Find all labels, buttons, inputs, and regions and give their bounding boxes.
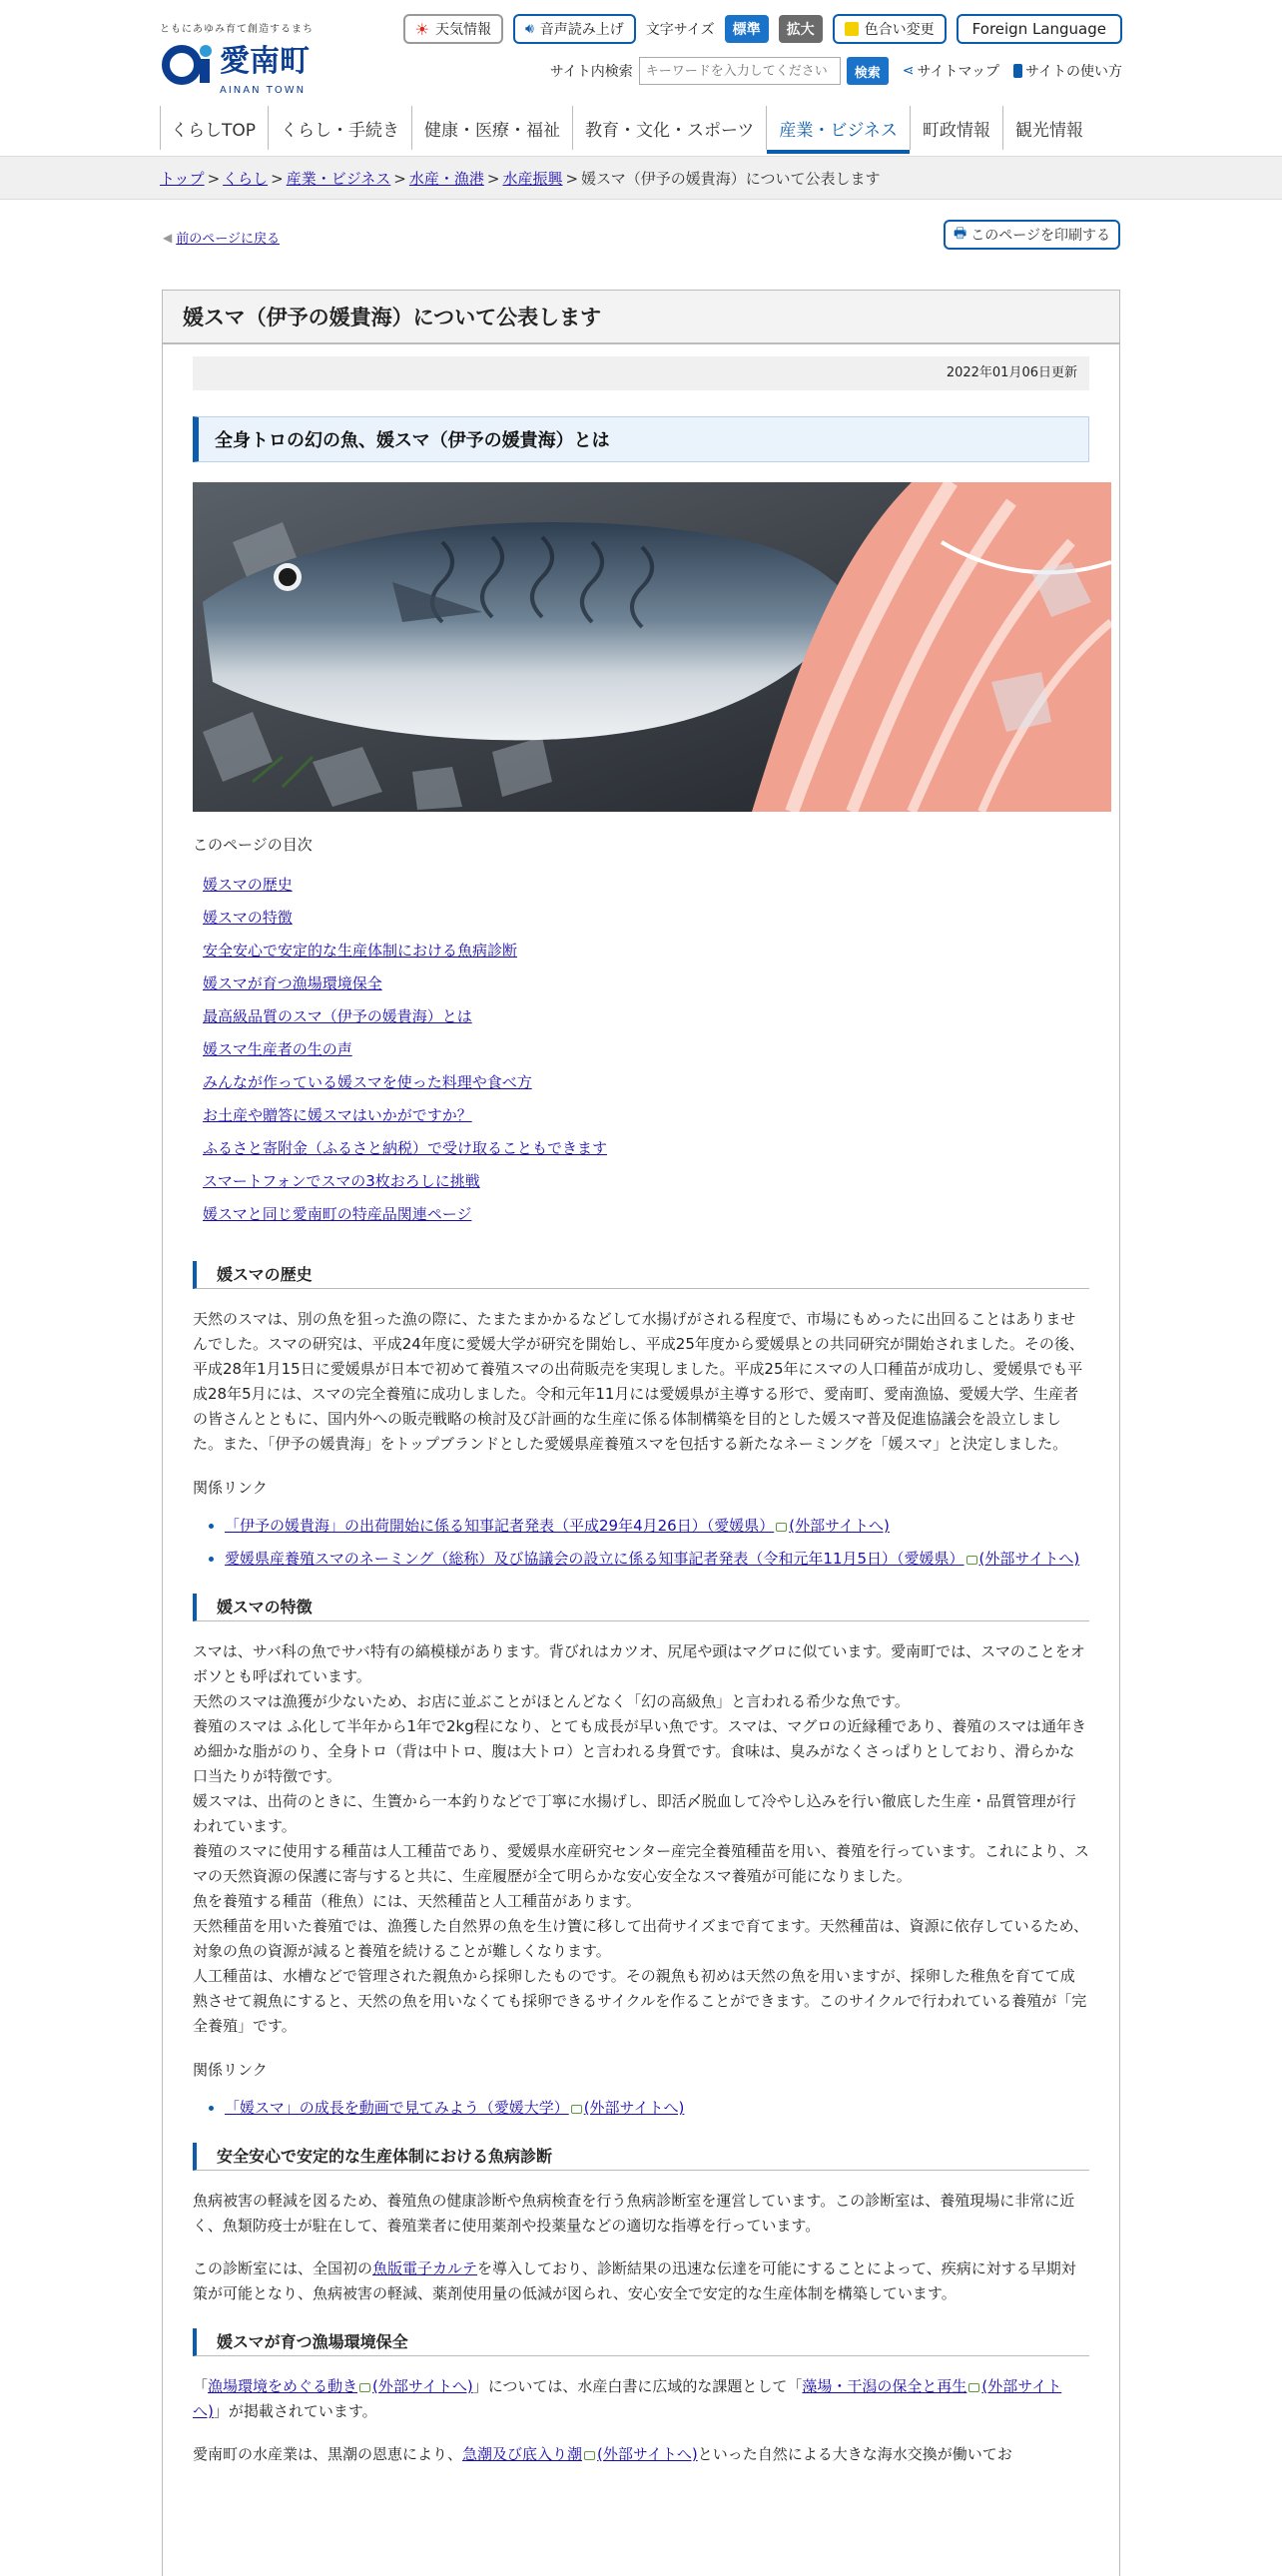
- search-button[interactable]: 検索: [847, 57, 889, 85]
- breadcrumb-link-kurashi[interactable]: くらし: [223, 170, 269, 188]
- hero-image-fish: [193, 482, 1111, 812]
- nav-item-education[interactable]: [572, 106, 766, 150]
- intro-heading: 全身トロの幻の魚、媛スマ（伊予の媛貴海）とは: [193, 416, 1089, 462]
- toc-link[interactable]: 安全安心で安定的な生産体制における魚病診断: [203, 942, 518, 960]
- section-heading-history: 媛スマの歴史: [193, 1261, 1089, 1289]
- external-link-icon: [571, 2105, 582, 2114]
- section-heading-environment: 媛スマが育つ漁場環境保全: [193, 2328, 1089, 2356]
- external-link-icon: [359, 2383, 370, 2392]
- disease-body-2-pre: この診断室には、全国初の: [193, 2259, 373, 2277]
- toc-item: [203, 1000, 1089, 1033]
- external-site-link[interactable]: (外部サイトへ): [789, 1517, 890, 1535]
- external-site-link[interactable]: (外部サイトへ): [583, 2099, 685, 2117]
- breadcrumb-link-industry[interactable]: 産業・ビジネス: [286, 170, 391, 188]
- disease-body-1: 魚病被害の軽減を図るため、養殖魚の健康診断や魚病検査を行う魚病診断室を運営しています。この診断室は、養殖現場に非常に近く、魚類防疫士が駐在して、養殖業者に使用薬剤や投薬量などの適切な指導を行っています。: [193, 2192, 1075, 2235]
- seaweed-tidal-link[interactable]: 藻場・干潟の保全と再生: [802, 2377, 967, 2395]
- environment-p2-pre: 愛南町の水産業は、黒潮の恩恵により、: [193, 2445, 463, 2463]
- external-link-icon: [584, 2451, 595, 2460]
- town-logo-mark: [160, 39, 216, 85]
- related-links-title: 関係リンク: [193, 2061, 268, 2079]
- font-size-large-button[interactable]: 拡大: [779, 15, 823, 43]
- site-search-label: サイト内検索: [549, 64, 633, 80]
- font-size-label: 文字サイズ: [645, 22, 715, 38]
- fishing-env-link[interactable]: 漁場環境をめぐる動き: [208, 2377, 358, 2395]
- search-input[interactable]: [639, 57, 841, 85]
- nav-label: 町政情報: [922, 120, 990, 141]
- toc-link[interactable]: 媛スマの歴史: [203, 876, 293, 894]
- fish-ehr-link[interactable]: 魚版電子カルテ: [372, 2259, 478, 2277]
- toc-link[interactable]: 媛スマ生産者の生の声: [203, 1040, 352, 1058]
- phone-icon: [1013, 64, 1022, 78]
- external-site-link[interactable]: (外部サイトへ): [597, 2445, 698, 2463]
- nav-item-procedures[interactable]: [268, 106, 411, 150]
- table-of-contents: [193, 869, 1089, 1231]
- weather-label: 天気情報: [434, 22, 491, 38]
- sitemap-link[interactable]: [903, 61, 999, 81]
- weather-button[interactable]: [403, 14, 503, 44]
- toc-item: [203, 1198, 1089, 1231]
- toc-item: [203, 967, 1089, 1000]
- features-body: スマは、サバ科の魚でサバ特有の縞模様があります。背びれはカツオ、尻尾や頭はマグロに似ています。愛南町では、スマのことをオボソとも呼ばれています。 天然のスマは漁獲が少ないため、お店に並ぶことがほとんどなく「幻の高級魚」と言われる希少な魚です。 養殖のスマは ふ化して半年から1年で2kg程になり、とても成長が早い魚です。スマは、マグロの近縁種であり、養殖のスマは通年きめ細かな脂がのり、全身トロ（背は中トロ、腹は大トロ）と言われる身質です。食味は、臭みがなくさっぱりとしており、滑らかな口当たりが特徴です。 媛スマは、出荷のときに、生簀から一本釣りなどで丁寧に水揚げし、即活〆脱血して冷やし込みを行い徹底した生産・品質管理が行われています。 養殖のスマに使用する種苗は人工種苗であり、愛媛県水産研究センター産完全養殖種苗を用い、養殖を行っています。これにより、スマの天然資源の保護に寄与すると共に、生産履歴が全て明らかな安心安全なスマ養殖が可能になりました。 魚を養殖する種苗（稚魚）には、天然種苗と人工種苗があります。 天然種苗を用いた養殖では、漁獲した自然界の魚を生け簀に移して出荷サイズまで育てます。天然種苗は、資源に依存しているため、対象の魚の資源が減ると養殖を続けることが難しくなります。 人工種苗は、水槽などで管理された親魚から採卵したものです。その親魚も初めは天然の魚を用いますが、採卵した稚魚を育てて成熟させて親魚にすると、天然の魚を用いなくても採卵できるサイクルを作ることができます。このサイクルで行われている養殖が「完全養殖」です。: [193, 1642, 1089, 2035]
- toc-item: [203, 935, 1089, 967]
- sun-icon: ☀: [414, 19, 429, 39]
- nav-item-town-admin[interactable]: [910, 106, 1002, 150]
- toc-link[interactable]: 媛スマの特徴: [203, 909, 293, 927]
- breadcrumb-link-promotion[interactable]: 水産振興: [502, 170, 563, 188]
- nav-item-tourism[interactable]: [1002, 106, 1095, 150]
- external-link-icon: [776, 1523, 787, 1532]
- related-link-item: [225, 1547, 1089, 1572]
- nav-label: 教育・文化・スポーツ: [585, 120, 755, 141]
- sitemap-label: サイトマップ: [917, 64, 999, 80]
- nav-item-industry[interactable]: [766, 106, 910, 150]
- related-link-item: [225, 1514, 1089, 1539]
- related-links-title: 関係リンク: [193, 1479, 268, 1497]
- town-name: 愛南町: [220, 44, 310, 79]
- logo-tagline: ともにあゆみ育て創造するまち: [160, 24, 314, 35]
- toc-item: [203, 1099, 1089, 1132]
- toc-title: このページの目次: [193, 836, 313, 854]
- voice-readout-button[interactable]: [513, 14, 636, 44]
- page-title: 媛スマ（伊予の媛貴海）について公表します: [163, 291, 1119, 344]
- toc-item: [203, 1033, 1089, 1066]
- town-name-en: AINAN TOWN: [220, 85, 307, 96]
- share-icon: ⋖: [902, 63, 915, 79]
- toc-item: [203, 1165, 1089, 1198]
- environment-p2-post: といった自然による大きな海水交換が働いてお: [697, 2445, 1012, 2463]
- breadcrumb-separator: >: [393, 170, 406, 188]
- environment-text-2: 」が掲載されています。: [213, 2402, 377, 2420]
- color-change-label: 色合い変更: [864, 22, 935, 38]
- related-link[interactable]: 愛媛県産養殖スマのネーミング（総称）及び協議会の設立に係る知事記者発表（令和元年11月5日）（愛媛県）: [225, 1550, 964, 1568]
- search-bar: [399, 56, 1122, 86]
- printer-icon: 🖶: [954, 226, 967, 242]
- breadcrumb-bar: [0, 156, 1282, 200]
- external-link-icon: [968, 2383, 979, 2392]
- history-body: 天然のスマは、別の魚を狙った漁の際に、たまたまかかるなどして水揚げがされる程度で、市場にもめったに出回ることはありませんでした。スマの研究は、平成24年度に愛媛大学が研究を開始し、平成25年度から愛媛県との共同研究が開始されました。その後、平成28年1月15日に愛媛県が日本で初めて養殖スマの出荷販売を実現しました。平成25年にスマの人口種苗が成功し、愛媛県でも平成28年5月には、スマの完全養殖に成功しました。令和元年11月には愛媛県が主導する形で、愛南町、愛南漁協、愛媛大学、生産者の皆さんとともに、国内外への販売戦略の検討及び計画的な生産に係る体制構築を目的とした媛スマ普及促進協議会を設立しました。また、「伊予の媛貴海」をトップブランドとした愛媛県産養殖スマを包括する新たなネーミングを「媛スマ」と決定しました。: [193, 1310, 1084, 1453]
- external-link-icon: [966, 1556, 977, 1565]
- toc-link[interactable]: 最高級品質のスマ（伊予の媛貴海）とは: [203, 1007, 472, 1025]
- related-link[interactable]: 「媛スマ」の成長を動画で見てみよう（愛媛大学）: [225, 2099, 569, 2117]
- breadcrumb-separator: >: [207, 170, 221, 188]
- toc-link[interactable]: ふるさと寄附金（ふるさと納税）で受け取ることもできます: [203, 1139, 608, 1157]
- updated-date: 2022年01月06日更新: [193, 356, 1089, 390]
- back-link[interactable]: [163, 228, 280, 247]
- fish-sashimi-illustration: [193, 482, 1111, 812]
- nav-label: 観光情報: [1014, 120, 1083, 141]
- toc-item: [203, 869, 1089, 902]
- global-nav: [160, 106, 1122, 150]
- nav-item-kurashi-top[interactable]: [160, 106, 268, 150]
- breadcrumb-current: 媛スマ（伊予の媛貴海）について公表します: [581, 170, 881, 188]
- nav-label: 健康・医療・福祉: [424, 120, 561, 141]
- nav-label: 産業・ビジネス: [779, 120, 898, 141]
- howto-label: サイトの使い方: [1024, 64, 1122, 80]
- print-label: このページを印刷する: [970, 228, 1110, 244]
- external-site-link[interactable]: (外部サイトへ): [978, 1550, 1080, 1568]
- related-links-history: [193, 1514, 1089, 1572]
- arrow-left-icon: ◀: [163, 230, 173, 245]
- current-tide-link[interactable]: 急潮及び底入り潮: [462, 2445, 583, 2463]
- disease-body-2: [193, 2256, 1089, 2306]
- related-links-features: [193, 2096, 1089, 2121]
- site-logo[interactable]: [160, 20, 329, 96]
- nav-label: くらし・手続き: [281, 120, 400, 141]
- howto-link[interactable]: [1013, 61, 1122, 81]
- speaker-icon: 🔊︎: [524, 21, 534, 37]
- toc-link[interactable]: お土産や贈答に媛スマはいかがですか？: [203, 1106, 472, 1124]
- color-swatch-icon: [845, 22, 859, 36]
- section-heading-features: 媛スマの特徴: [193, 1594, 1089, 1621]
- toc-link[interactable]: 媛スマと同じ愛南町の特産品関連ページ: [203, 1205, 472, 1223]
- breadcrumb-link-top[interactable]: トップ: [160, 170, 205, 188]
- utility-bar: [399, 14, 1122, 44]
- color-change-button[interactable]: [833, 14, 947, 44]
- toc-item: [203, 1066, 1089, 1099]
- font-size-standard-button[interactable]: 標準: [725, 15, 769, 43]
- toc-link[interactable]: スマートフォンでスマの3枚おろしに挑戦: [203, 1172, 480, 1190]
- external-site-link[interactable]: (外部サイトへ): [372, 2377, 473, 2395]
- environment-text-1: 」については、水産白書に広域的な課題として「: [472, 2377, 803, 2395]
- related-link[interactable]: 「伊予の媛貴海」の出荷開始に係る知事記者発表（平成29年4月26日）（愛媛県）: [225, 1517, 775, 1535]
- related-link-item: [225, 2096, 1089, 2121]
- breadcrumb-separator: >: [565, 170, 579, 188]
- print-button[interactable]: [944, 220, 1120, 250]
- environment-body-1: 「漁場環境をめぐる動き (外部サイトへ)」については、水産白書に広域的な課題として「藻場・干潟の保全と再生 (外部サイトへ)」が掲載されています。: [193, 2377, 1062, 2420]
- disease-body-2-post: を導入しており、診断結果の迅速な伝達を可能にすることによって、疾病に対する早期対策が可能となり、魚病被害の軽減、薬剤使用量の低減が図られ、安心安全で安定的な生産体制を構築しています。: [193, 2259, 1076, 2302]
- breadcrumb-link-fisheries[interactable]: 水産・漁港: [408, 170, 484, 188]
- back-link-label[interactable]: 前のページに戻る: [176, 232, 280, 247]
- environment-body-2: [193, 2442, 1089, 2467]
- nav-label: くらしTOP: [171, 120, 257, 141]
- nav-item-health[interactable]: [411, 106, 572, 150]
- toc-link[interactable]: みんなが作っている媛スマを使った料理や食べ方: [203, 1073, 532, 1091]
- main-content: [162, 290, 1120, 2576]
- breadcrumb-separator: >: [271, 170, 284, 188]
- section-heading-disease: 安全安心で安定的な生産体制における魚病診断: [193, 2143, 1089, 2171]
- breadcrumb: [160, 168, 880, 189]
- toc-item: [203, 1132, 1089, 1165]
- toc-item: [203, 902, 1089, 935]
- toc-link[interactable]: 媛スマが育つ漁場環境保全: [203, 974, 382, 992]
- voice-label: 音声読み上げ: [539, 22, 624, 38]
- site-header: [0, 0, 1282, 158]
- foreign-language-button[interactable]: Foreign Language: [957, 14, 1122, 44]
- external-site-link[interactable]: (外部サイトへ): [193, 2377, 1062, 2420]
- breadcrumb-separator: >: [486, 170, 500, 188]
